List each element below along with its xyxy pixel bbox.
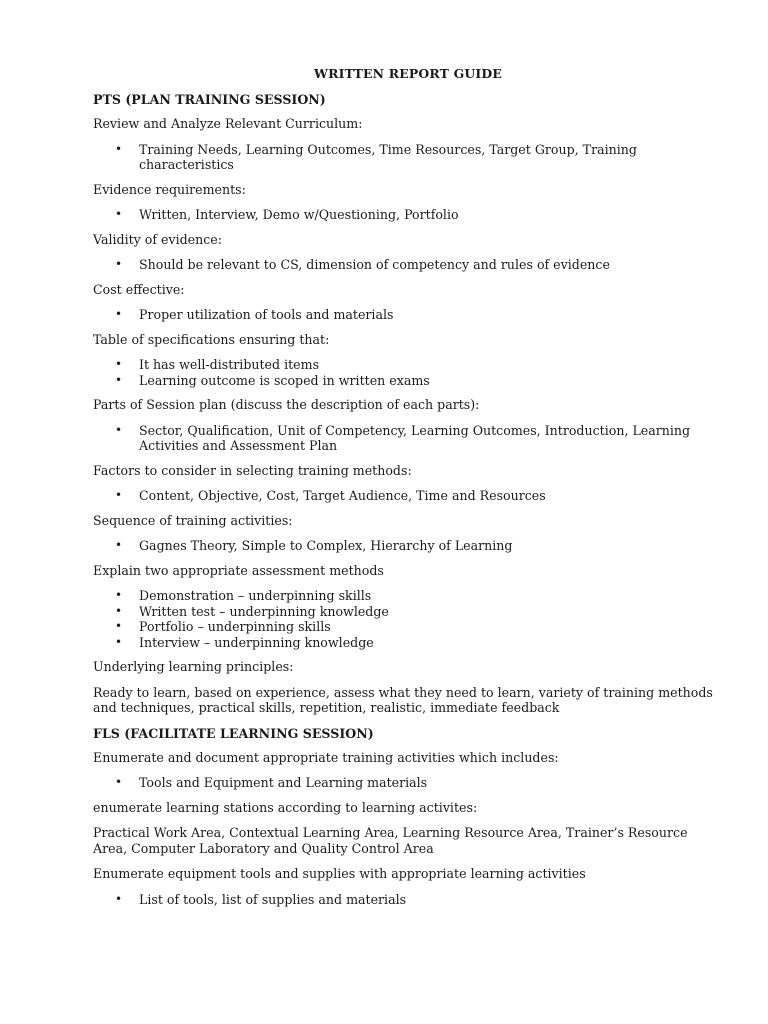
paragraph: Validity of evidence: (93, 231, 222, 247)
section-heading: PTS (PLAN TRAINING SESSION) (93, 92, 326, 107)
bullet-list (93, 423, 713, 454)
bullet-list (93, 142, 713, 173)
bullet-icon: • (115, 357, 123, 371)
paragraph: enumerate learning stations according to learning activites: (93, 799, 478, 815)
bullet-list (93, 538, 713, 554)
bullet-icon: • (115, 538, 123, 552)
paragraph: Practical Work Area, Contextual Learning Area, Learning Resource Area, Trainer’s Resource Area, Computer Laboratory and Quality Control Area (93, 825, 688, 856)
bullet-text: Demonstration – underpinning skills (139, 588, 372, 603)
bullet-list (93, 357, 713, 388)
paragraph: Underlying learning principles: (93, 659, 294, 674)
section (93, 726, 713, 908)
bullet-text: It has well-distributed items (139, 357, 320, 372)
bullet-text: Tools and Equipment and Learning materials (139, 775, 428, 790)
bullet-item (93, 892, 713, 908)
bullet-icon: • (115, 619, 123, 633)
bullet-icon: • (115, 588, 123, 602)
bullet-list (93, 588, 713, 650)
document-body (93, 66, 713, 916)
bullet-item (93, 619, 713, 635)
bullet-item (93, 373, 713, 389)
bullet-text: Interview – underpinning knowledge (139, 634, 374, 650)
bullet-list (93, 488, 713, 504)
document-title: WRITTEN REPORT GUIDE (314, 66, 502, 81)
bullet-list (93, 207, 713, 223)
bullet-text: Should be relevant to CS, dimension of competency and rules of evidence (139, 257, 610, 272)
bullet-item (93, 488, 713, 504)
bullet-text: Learning outcome is scoped in written exams (139, 372, 430, 388)
paragraph: Enumerate equipment tools and supplies with appropriate learning activities (93, 866, 586, 881)
bullet-item (93, 142, 713, 173)
bullet-item (93, 357, 713, 373)
paragraph: Ready to learn, based on experience, assess what they need to learn, variety of training methods and techniques, practical skills, repetition, realistic, immediate feedback (93, 684, 713, 715)
paragraph: Cost effective: (93, 281, 185, 297)
bullet-icon: • (115, 775, 123, 789)
bullet-item (93, 207, 713, 223)
bullet-item (93, 307, 713, 323)
section (93, 92, 713, 716)
bullet-text: Training Needs, Learning Outcomes, Time Resources, Target Group, Training characteristics (139, 141, 637, 172)
bullet-item (93, 635, 713, 651)
document-content (93, 92, 713, 907)
paragraph: Sequence of training activities: (93, 512, 293, 528)
paragraph: Review and Analyze Relevant Curriculum: (93, 116, 363, 131)
bullet-icon: • (115, 891, 123, 906)
bullet-list (93, 892, 713, 908)
bullet-item (93, 604, 713, 620)
paragraph: Explain two appropriate assessment methods (93, 562, 384, 578)
bullet-text: Written test – underpinning knowledge (139, 603, 389, 619)
paragraph: Enumerate and document appropriate training activities which includes: (93, 749, 559, 765)
bullet-item (93, 588, 713, 604)
bullet-text: List of tools, list of supplies and materials (139, 891, 407, 907)
bullet-icon: • (115, 634, 123, 649)
bullet-text: Portfolio – underpinning skills (139, 619, 331, 634)
bullet-icon: • (115, 488, 123, 502)
bullet-text: Proper utilization of tools and materials (139, 307, 394, 322)
paragraph: Parts of Session plan (discuss the description of each parts): (93, 397, 480, 412)
paragraph: Factors to consider in selecting training methods: (93, 462, 412, 478)
bullet-icon: • (115, 422, 123, 437)
bullet-icon: • (115, 257, 123, 271)
bullet-icon: • (115, 141, 123, 156)
paragraph: Evidence requirements: (93, 181, 246, 197)
bullet-list (93, 257, 713, 273)
bullet-text: Sector, Qualification, Unit of Competency, Learning Outcomes, Introduction, Learning Activities and Assessment Plan (139, 422, 691, 453)
bullet-text: Gagnes Theory, Simple to Complex, Hierarchy of Learning (139, 538, 513, 553)
bullet-item (93, 423, 713, 454)
bullet-icon: • (115, 207, 123, 221)
bullet-item (93, 775, 713, 791)
section-heading: FLS (FACILITATE LEARNING SESSION) (93, 725, 374, 741)
bullet-item (93, 538, 713, 554)
bullet-icon: • (115, 603, 123, 618)
bullet-item (93, 257, 713, 273)
bullet-icon: • (115, 372, 123, 387)
bullet-text: Content, Objective, Cost, Target Audience, Time and Resources (139, 488, 546, 503)
bullet-list (93, 307, 713, 323)
paragraph: Table of specifications ensuring that: (93, 331, 330, 347)
bullet-text: Written, Interview, Demo w/Questioning, Portfolio (139, 207, 459, 222)
bullet-icon: • (115, 307, 123, 321)
bullet-list (93, 775, 713, 791)
